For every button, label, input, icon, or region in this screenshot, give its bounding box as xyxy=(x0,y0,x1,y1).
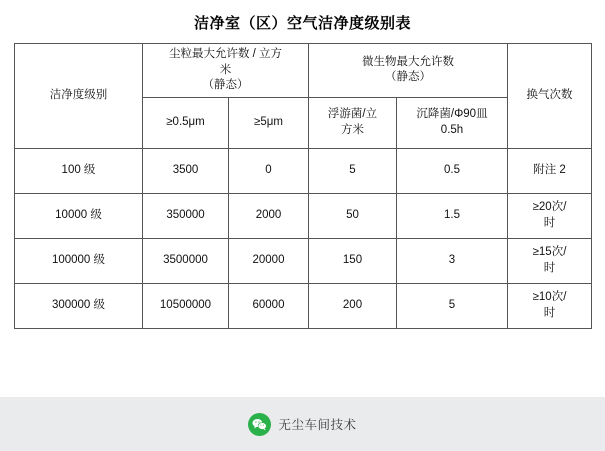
header-settling-bacteria-line2: 0.5h xyxy=(440,123,464,136)
cell-particle-5um: 2000 xyxy=(229,193,309,238)
cell-particle-5um: 0 xyxy=(229,148,309,193)
cell-floating-bacteria: 200 xyxy=(309,283,397,328)
cell-air-changes-line1: ≥15次/ xyxy=(532,246,567,259)
cell-particle-5um: 20000 xyxy=(229,238,309,283)
cell-air-changes xyxy=(508,283,592,328)
header-particle-5um: ≥5μm xyxy=(229,97,309,148)
cell-particle-5um: 60000 xyxy=(229,283,309,328)
header-particles xyxy=(143,44,309,98)
cell-level: 100000 级 xyxy=(15,238,143,283)
header-microbes-line2: （静态） xyxy=(385,71,431,84)
cell-air-changes-line2: 时 xyxy=(543,306,556,319)
header-microbes-line1: 微生物最大允许数 xyxy=(362,55,454,68)
cell-level: 300000 级 xyxy=(15,283,143,328)
table-row xyxy=(15,193,592,238)
header-microbes xyxy=(309,44,508,98)
cell-air-changes-line2: 时 xyxy=(543,261,556,274)
header-settling-bacteria xyxy=(397,97,508,148)
page-title: 洁净室（区）空气洁净度级别表 xyxy=(193,16,411,32)
header-floating-bacteria-line1: 浮游菌/立 xyxy=(327,108,378,121)
header-cleanliness-level: 洁净度级别 xyxy=(15,44,143,149)
table-row xyxy=(15,148,592,193)
table-row xyxy=(15,283,592,328)
cell-floating-bacteria: 50 xyxy=(309,193,397,238)
cell-air-changes-line1: ≥10次/ xyxy=(532,291,567,304)
header-particles-line2: 米 xyxy=(219,63,232,76)
cell-particle-05um: 10500000 xyxy=(143,283,229,328)
cell-air-changes xyxy=(508,238,592,283)
cell-floating-bacteria: 150 xyxy=(309,238,397,283)
cell-air-changes xyxy=(508,148,592,193)
cell-air-changes-line2: 时 xyxy=(543,216,556,229)
table-header-row-1 xyxy=(15,44,592,98)
cell-settling-bacteria: 3 xyxy=(397,238,508,283)
cell-particle-05um: 3500 xyxy=(143,148,229,193)
cell-level: 10000 级 xyxy=(15,193,143,238)
header-floating-bacteria-line2: 方米 xyxy=(341,123,364,136)
header-particles-line1: 尘粒最大允许数 / 立方 xyxy=(168,48,283,60)
wechat-icon xyxy=(248,413,271,436)
account-name: 无尘车间技术 xyxy=(278,418,357,432)
header-air-changes: 换气次数 xyxy=(508,44,592,149)
header-settling-bacteria-line1: 沉降菌/Φ90皿 xyxy=(416,108,488,121)
table-row xyxy=(15,238,592,283)
header-particle-05um: ≥0.5μm xyxy=(143,97,229,148)
cell-settling-bacteria: 0.5 xyxy=(397,148,508,193)
cell-particle-05um: 350000 xyxy=(143,193,229,238)
cell-level: 100 级 xyxy=(15,148,143,193)
cell-particle-05um: 3500000 xyxy=(143,238,229,283)
cell-floating-bacteria: 5 xyxy=(309,148,397,193)
cell-air-changes-line1: 附注 2 xyxy=(533,163,566,176)
cleanroom-class-table xyxy=(14,43,592,329)
cell-air-changes xyxy=(508,193,592,238)
cell-settling-bacteria: 5 xyxy=(397,283,508,328)
account-attribution[interactable] xyxy=(248,413,356,436)
footer-bar xyxy=(0,397,605,451)
cell-settling-bacteria: 1.5 xyxy=(397,193,508,238)
header-particles-line3: （静态） xyxy=(202,79,249,92)
header-floating-bacteria xyxy=(309,97,397,148)
cell-air-changes-line1: ≥20次/ xyxy=(532,201,567,214)
table-container xyxy=(0,43,605,329)
